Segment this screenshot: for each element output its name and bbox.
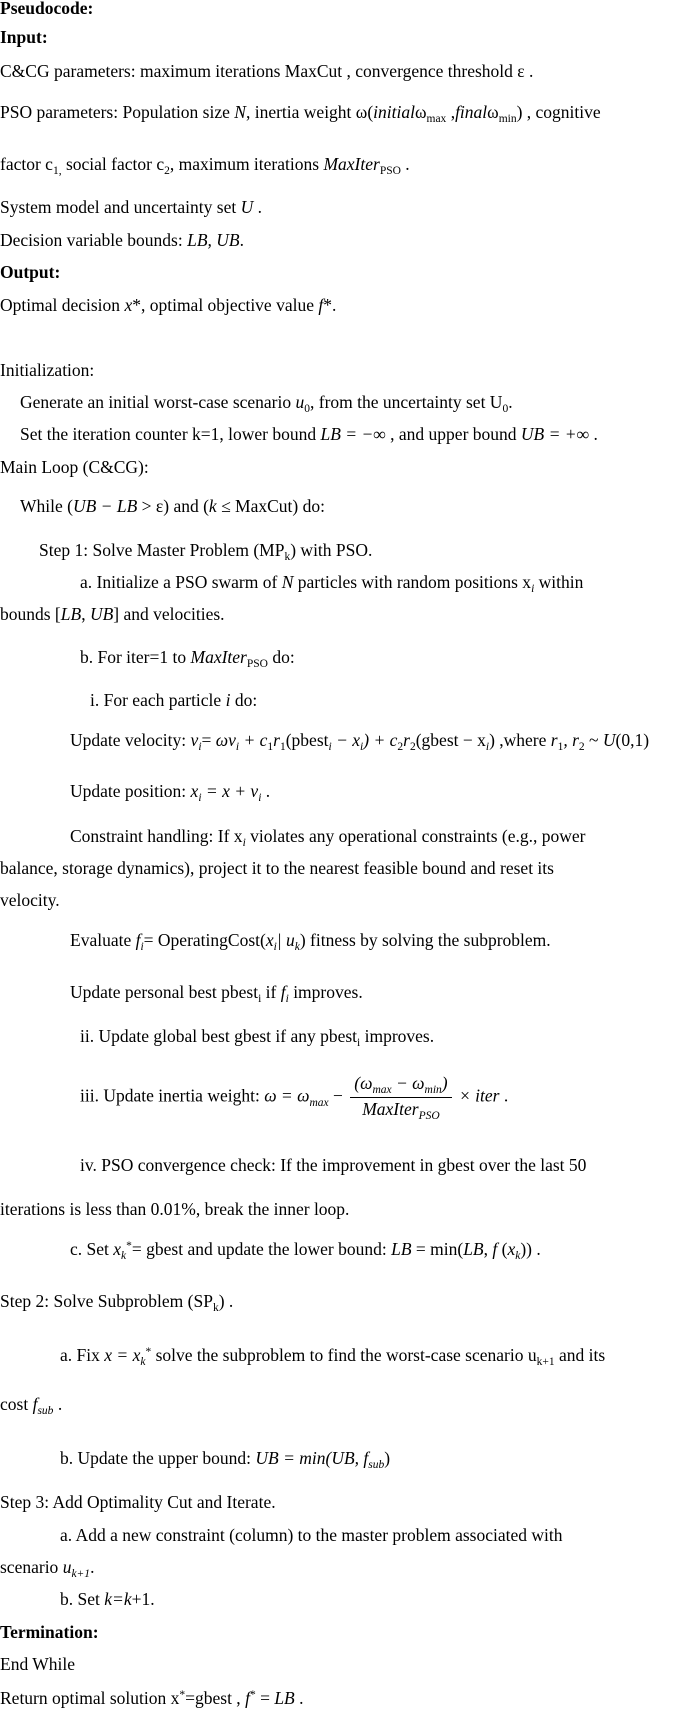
update-personal-best: Update personal best pbest$_i$ if $f_i$ improves.: [70, 982, 363, 1005]
initialization-label: Initialization:: [0, 360, 95, 380]
termination-label: Termination:: [0, 1622, 99, 1642]
pso-factors: factor $c_{1,}$ social factor $c_2$, maximum iterations MaxIter$_{PSO}$ .: [0, 154, 410, 177]
pso-convergence-line2: iterations is less than 0.01%, break the inner loop.: [0, 1199, 350, 1219]
pseudocode-heading: Pseudocode:: [0, 0, 94, 18]
step3a-line1: a. Add a new constraint (column) to the master problem associated with: [60, 1525, 563, 1545]
input-label: Input:: [0, 27, 48, 47]
constraint-handling-line2: balance, storage dynamics), project it to the nearest feasible bound and reset its: [0, 858, 554, 878]
optimal-output: Optimal decision x*, optimal objective value f*.: [0, 295, 337, 315]
step3b: b. Set k=k+1.: [60, 1589, 155, 1609]
step1b-loop: b. For iter=1 to MaxIter$_{PSO}$ do:: [80, 647, 295, 670]
output-label: Output:: [0, 262, 61, 282]
step2a-line2: cost $f_{sub}$ .: [0, 1394, 63, 1417]
system-model: System model and uncertainty set U .: [0, 197, 262, 217]
inertia-fraction: $\frac{(\omega_{max} - \omega_{min})}{MaxIter_{PSO}}$: [350, 1072, 451, 1123]
while-condition: While (UB − LB > ε) and (k ≤ MaxCut) do:: [20, 496, 325, 516]
pso-convergence-line1: iv. PSO convergence check: If the improvement in gbest over the last 50: [80, 1155, 587, 1175]
main-loop-label: Main Loop (C&CG):: [0, 457, 149, 477]
pso-parameters: PSO parameters: Population size N, inertia weight ω(initialω$_{max}$ ,finalω$_{min}$) , cognitive: [0, 102, 601, 125]
variable-bounds: Decision variable bounds: LB, UB.: [0, 230, 244, 250]
update-position: Update position: $x_i = x + v_i$ .: [70, 781, 271, 804]
update-velocity: Update velocity: $v_i= \omega v_i$ + $c_1r_1(pbest_i - x_i)$ + $c_2r_2(gbest - x_i)$ ,where $r_1$, $r_2$ ~ U(0,1): [70, 730, 650, 753]
set-bounds: Set the iteration counter k=1, lower bound LB = −∞ , and upper bound UB = +∞ .: [20, 424, 598, 444]
update-inertia-weight: iii. Update inertia weight: $\omega = \omega_{max}$ − $\frac{(\omega_{max} - \omega_{min})}{MaxIter_{PSO}}$ × iter .: [80, 1073, 509, 1122]
constraint-handling-line3: velocity.: [0, 890, 60, 910]
update-global-best: ii. Update global best gbest if any pbest$_i$ improves.: [80, 1026, 435, 1049]
end-while: End While: [0, 1654, 76, 1674]
step1a-line2: bounds [LB, UB] and velocities.: [0, 604, 225, 624]
step1-heading: Step 1: Solve Master Problem $(MP_k)$ with PSO.: [39, 540, 373, 563]
generate-scenario: Generate an initial worst-case scenario $u_0$, from the uncertainty set $U_0$.: [20, 392, 513, 415]
update-upper-bound: b. Update the upper bound: UB = min(UB, $f_{sub}$): [60, 1448, 391, 1471]
step3-heading: Step 3: Add Optimality Cut and Iterate.: [0, 1492, 276, 1512]
evaluate-fitness: Evaluate $f_i=$ $OperatingCost(x_i|$ $u_k$) fitness by solving the subproblem.: [70, 930, 551, 953]
step1a-line1: a. Initialize a PSO swarm of N particles with random positions $x_i$ within: [80, 572, 584, 595]
set-lower-bound: c. Set $x_k^*=$ gbest and update the lower bound: LB = min(LB, f $(x_k)$) .: [70, 1239, 541, 1262]
step3a-line2: scenario $u_{k+1}$.: [0, 1557, 95, 1580]
ccg-parameters: C&CG parameters: maximum iterations MaxCut , convergence threshold ε .: [0, 61, 534, 81]
step2a-line1: a. Fix $x = x_k^*$ solve the subproblem to find the worst-case scenario $u_{k+1}$ and its: [60, 1345, 606, 1368]
step2-heading: Step 2: Solve Subproblem $(SP_k)$ .: [0, 1291, 234, 1314]
return-solution: Return optimal solution x*=gbest , f* = LB .: [0, 1688, 304, 1708]
step1bi-particle: i. For each particle i do:: [90, 690, 258, 710]
constraint-handling-line1: Constraint handling: If $x_i$ violates any operational constraints (e.g., power: [70, 826, 586, 849]
